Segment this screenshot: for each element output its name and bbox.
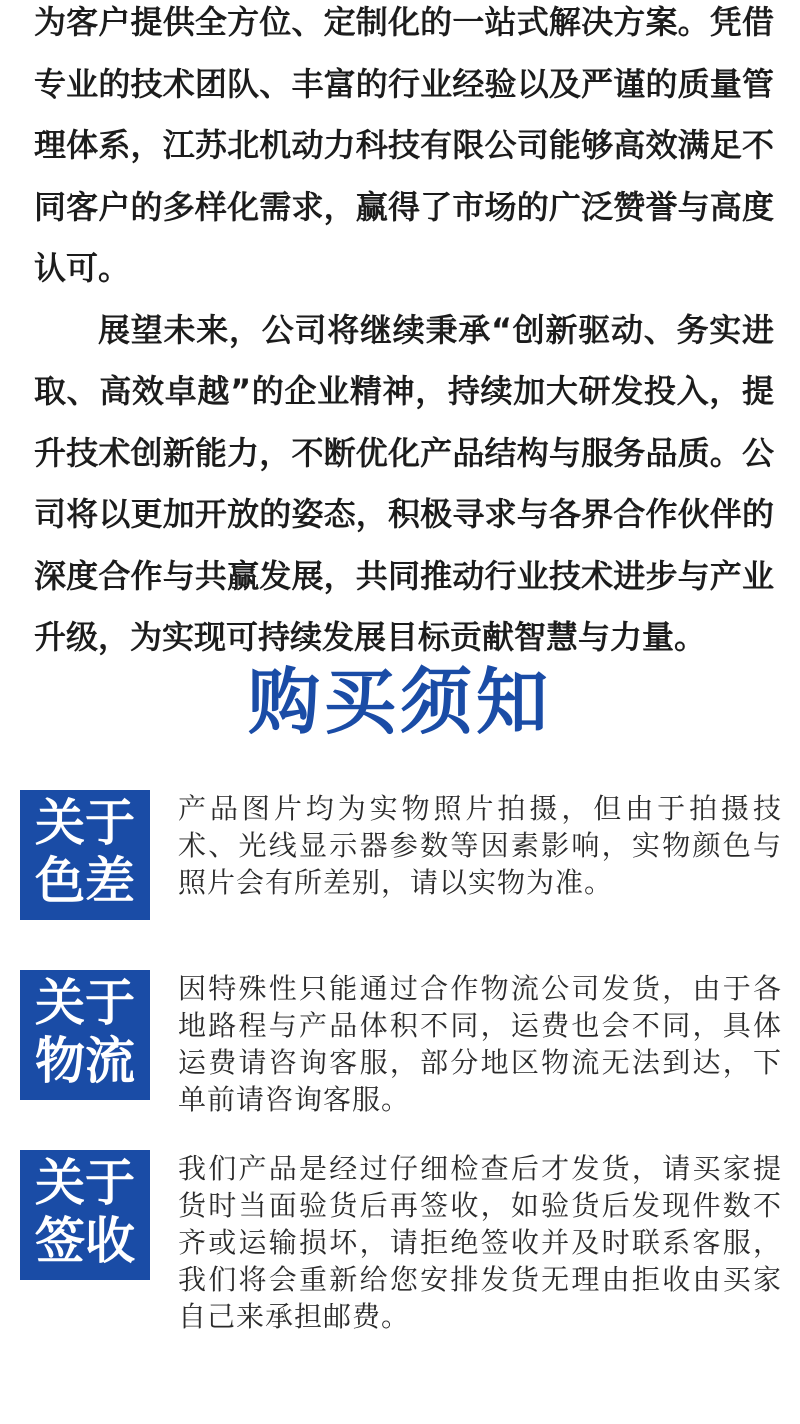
badge-line-2: 物流 bbox=[35, 1032, 135, 1090]
purchase-notice-title: 购买须知 bbox=[247, 660, 552, 744]
intro-paragraph-2: 展望未来，公司将继续秉承“创新驱动、务实进取、高效卓越”的企业精神，持续加大研发投入，提升技术创新能力，不断优化产品结构与服务品质。公司将以更加开放的姿态，积极寻求与各界合作伙伴的深度合作与共赢发展，共同推动行业技术进步与产业升级，为实现可持续发展目标贡献智慧与力量。 bbox=[34, 310, 774, 656]
notice-text: 产品图片均为实物照片拍摄，但由于拍摄技术、光线显示器参数等因素影响，实物颜色与照片会有所差别，请以实物为准。 bbox=[178, 792, 782, 899]
badge-line-2: 色差 bbox=[35, 852, 135, 910]
notice-badge bbox=[20, 790, 150, 920]
notice-badge bbox=[20, 1150, 150, 1280]
badge-line-1: 关于 bbox=[35, 794, 135, 852]
badge-line-2: 签收 bbox=[35, 1212, 135, 1270]
notice-text: 我们产品是经过仔细检查后才发货，请买家提货时当面验货后再签收，如验货后发现件数不齐或运输损坏，请拒绝签收并及时联系客服，我们将会重新给您安排发货无理由拒收由买家自己来承担邮费。 bbox=[178, 1152, 782, 1333]
company-intro bbox=[34, 0, 774, 669]
intro-paragraph-1: 为客户提供全方位、定制化的一站式解决方案。凭借专业的技术团队、丰富的行业经验以及严谨的质量管理体系，江苏北机动力科技有限公司能够高效满足不同客户的多样化需求，赢得了市场的广泛赞誉与高度认可。 bbox=[34, 3, 774, 287]
notice-badge bbox=[20, 970, 150, 1100]
badge-line-1: 关于 bbox=[35, 974, 135, 1032]
badge-line-1: 关于 bbox=[35, 1154, 135, 1212]
notice-text: 因特殊性只能通过合作物流公司发货，由于各地路程与产品体积不同，运费也会不同，具体运费请咨询客服，部分地区物流无法到达，下单前请咨询客服。 bbox=[178, 972, 782, 1116]
